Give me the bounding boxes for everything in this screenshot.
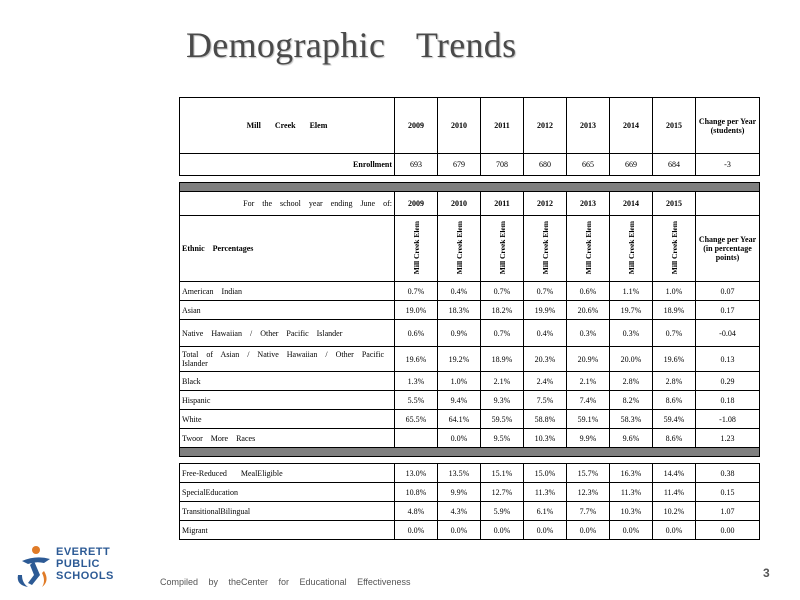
change-header: Change per Year (in percentage points) (696, 216, 760, 282)
school-vertical-header (567, 216, 610, 282)
header-row-ethnic (180, 216, 760, 282)
school-vertical-label: Mill Creek Elem (540, 220, 550, 275)
empty-cell (696, 192, 760, 216)
percent-value: 58.3% (610, 410, 653, 429)
row-label: Free-Reduced MealEligible (180, 464, 395, 483)
percent-value: 15.0% (524, 464, 567, 483)
percent-value: 7.7% (567, 502, 610, 521)
percent-value: 9.9% (567, 429, 610, 448)
percent-value: 0.6% (567, 282, 610, 301)
change-value: -0.04 (696, 320, 760, 347)
percent-value: 8.6% (653, 429, 696, 448)
enrollment-value: 708 (481, 154, 524, 176)
percent-value: 9.9% (438, 483, 481, 502)
percent-value: 0.0% (524, 521, 567, 540)
percent-value: 10.3% (524, 429, 567, 448)
row-label: SpecialEducation (180, 483, 395, 502)
school-vertical-header (438, 216, 481, 282)
header-row-year (180, 192, 760, 216)
header-row-school (180, 98, 760, 154)
row-label: Total of Asian / Native Hawaiian / Other Pacific Islander (180, 347, 395, 372)
percent-value: 19.7% (610, 301, 653, 320)
gray-row (180, 183, 760, 192)
percent-value: 59.1% (567, 410, 610, 429)
percent-value: 4.3% (438, 502, 481, 521)
enrollment-value: 680 (524, 154, 567, 176)
program-row (180, 521, 760, 540)
percent-value: 2.4% (524, 372, 567, 391)
percent-value: 2.8% (653, 372, 696, 391)
percent-value: 58.8% (524, 410, 567, 429)
percent-value: 0.0% (438, 521, 481, 540)
ethnic-row (180, 301, 760, 320)
program-row (180, 483, 760, 502)
percent-value: 9.3% (481, 391, 524, 410)
percent-value: 59.5% (481, 410, 524, 429)
year-header: 2012 (524, 98, 567, 154)
ethnic-row (180, 410, 760, 429)
school-vertical-label: Mill Creek Elem (411, 220, 421, 275)
percent-value: 0.4% (524, 320, 567, 347)
row-label: White (180, 410, 395, 429)
percent-value: 0.0% (481, 521, 524, 540)
percent-value: 18.9% (653, 301, 696, 320)
slide-title: Demographic Trends (186, 25, 517, 65)
percent-value: 10.8% (395, 483, 438, 502)
percent-value (395, 429, 438, 448)
school-vertical-header (524, 216, 567, 282)
gray-row (180, 448, 760, 457)
percent-value: 9.5% (481, 429, 524, 448)
school-vertical-label: Mill Creek Elem (497, 220, 507, 275)
percent-value: 12.7% (481, 483, 524, 502)
change-header: Change per Year (students) (696, 98, 760, 154)
row-label: Black (180, 372, 395, 391)
change-value: 1.23 (696, 429, 760, 448)
percent-value: 2.8% (610, 372, 653, 391)
percent-value: 6.1% (524, 502, 567, 521)
percent-value: 10.3% (610, 502, 653, 521)
change-value: 0.17 (696, 301, 760, 320)
percent-value: 0.3% (567, 320, 610, 347)
enrollment-value: 679 (438, 154, 481, 176)
percent-value: 7.5% (524, 391, 567, 410)
school-vertical-header (481, 216, 524, 282)
percent-value: 19.0% (395, 301, 438, 320)
ethnic-row (180, 320, 760, 347)
percent-value: 0.9% (438, 320, 481, 347)
school-vertical-label: Mill Creek Elem (454, 220, 464, 275)
ethnic-row (180, 347, 760, 372)
percent-value: 0.0% (610, 521, 653, 540)
change-value: 0.18 (696, 391, 760, 410)
percent-value: 1.1% (610, 282, 653, 301)
program-row (180, 464, 760, 483)
row-label: Native Hawaiian / Other Pacific Islander (180, 320, 395, 347)
change-value: 0.00 (696, 521, 760, 540)
percent-value: 65.5% (395, 410, 438, 429)
percent-value: 20.0% (610, 347, 653, 372)
year-header: 2015 (653, 192, 696, 216)
percent-value: 0.7% (481, 320, 524, 347)
gap-row (180, 176, 760, 183)
percent-value: 11.4% (653, 483, 696, 502)
year-header: 2014 (610, 192, 653, 216)
percent-value: 0.0% (653, 521, 696, 540)
change-value: 0.07 (696, 282, 760, 301)
percent-value: 13.0% (395, 464, 438, 483)
ethnic-row (180, 429, 760, 448)
year-header: 2009 (395, 192, 438, 216)
change-value: -1.08 (696, 410, 760, 429)
percent-value: 11.3% (610, 483, 653, 502)
year-header: 2009 (395, 98, 438, 154)
percent-value: 64.1% (438, 410, 481, 429)
percent-value: 5.9% (481, 502, 524, 521)
percent-value: 19.6% (395, 347, 438, 372)
school-year-label: For the school year ending June of: (180, 192, 395, 216)
enrollment-value: 669 (610, 154, 653, 176)
row-label: Migrant (180, 521, 395, 540)
gap-cell (180, 457, 760, 464)
year-header: 2013 (567, 192, 610, 216)
school-name-header: Mill Creek Elem (180, 98, 395, 154)
percent-value: 0.6% (395, 320, 438, 347)
change-value: 0.29 (696, 372, 760, 391)
percent-value: 19.2% (438, 347, 481, 372)
ethnic-row (180, 372, 760, 391)
enrollment-label: Enrollment (180, 154, 395, 176)
percent-value: 12.3% (567, 483, 610, 502)
separator-cell (180, 448, 760, 457)
percent-value: 7.4% (567, 391, 610, 410)
enrollment-value: 693 (395, 154, 438, 176)
percent-value: 0.7% (395, 282, 438, 301)
percent-value: 19.6% (653, 347, 696, 372)
percent-value: 1.0% (438, 372, 481, 391)
percent-value: 11.3% (524, 483, 567, 502)
row-label: Twoor More Races (180, 429, 395, 448)
row-label: Hispanic (180, 391, 395, 410)
ethnic-percentages-label: Ethnic Percentages (180, 216, 395, 282)
year-header: 2010 (438, 98, 481, 154)
change-value: 0.13 (696, 347, 760, 372)
percent-value: 2.1% (567, 372, 610, 391)
year-header: 2010 (438, 192, 481, 216)
school-vertical-label: Mill Creek Elem (669, 220, 679, 275)
percent-value: 8.6% (653, 391, 696, 410)
page-number: 3 (763, 566, 770, 580)
percent-value: 8.2% (610, 391, 653, 410)
change-value: 0.38 (696, 464, 760, 483)
footer-credit: Compiled by theCenter for Educational Effectiveness (160, 577, 411, 587)
row-label: TransitionalBilingual (180, 502, 395, 521)
percent-value: 18.3% (438, 301, 481, 320)
percent-value: 14.4% (653, 464, 696, 483)
enrollment-row (180, 154, 760, 176)
percent-value: 1.0% (653, 282, 696, 301)
percent-value: 4.8% (395, 502, 438, 521)
ethnic-row (180, 391, 760, 410)
school-vertical-label: Mill Creek Elem (583, 220, 593, 275)
percent-value: 0.7% (481, 282, 524, 301)
percent-value: 18.2% (481, 301, 524, 320)
percent-value: 20.3% (524, 347, 567, 372)
year-header: 2014 (610, 98, 653, 154)
percent-value: 15.1% (481, 464, 524, 483)
percent-value: 20.6% (567, 301, 610, 320)
school-vertical-header (610, 216, 653, 282)
gap-cell (180, 176, 760, 183)
separator-cell (180, 183, 760, 192)
row-label: American Indian (180, 282, 395, 301)
percent-value: 9.4% (438, 391, 481, 410)
change-value: 1.07 (696, 502, 760, 521)
percent-value: 0.3% (610, 320, 653, 347)
year-header: 2012 (524, 192, 567, 216)
percent-value: 20.9% (567, 347, 610, 372)
percent-value: 10.2% (653, 502, 696, 521)
change-value: 0.15 (696, 483, 760, 502)
percent-value: 1.3% (395, 372, 438, 391)
row-label: Asian (180, 301, 395, 320)
school-vertical-header (653, 216, 696, 282)
percent-value: 59.4% (653, 410, 696, 429)
percent-value: 0.4% (438, 282, 481, 301)
gap-row (180, 457, 760, 464)
percent-value: 0.0% (438, 429, 481, 448)
percent-value: 18.9% (481, 347, 524, 372)
enrollment-value: 665 (567, 154, 610, 176)
ethnic-row (180, 282, 760, 301)
percent-value: 9.6% (610, 429, 653, 448)
year-header: 2011 (481, 192, 524, 216)
demographic-table (179, 97, 760, 540)
year-header: 2011 (481, 98, 524, 154)
percent-value: 0.7% (524, 282, 567, 301)
percent-value: 13.5% (438, 464, 481, 483)
year-header: 2015 (653, 98, 696, 154)
percent-value: 2.1% (481, 372, 524, 391)
school-vertical-header (395, 216, 438, 282)
percent-value: 5.5% (395, 391, 438, 410)
percent-value: 15.7% (567, 464, 610, 483)
percent-value: 0.0% (567, 521, 610, 540)
enrollment-change: -3 (696, 154, 760, 176)
program-row (180, 502, 760, 521)
percent-value: 19.9% (524, 301, 567, 320)
percent-value: 0.7% (653, 320, 696, 347)
enrollment-value: 684 (653, 154, 696, 176)
percent-value: 16.3% (610, 464, 653, 483)
percent-value: 0.0% (395, 521, 438, 540)
school-vertical-label: Mill Creek Elem (626, 220, 636, 275)
logo-wordmark: EVERETT PUBLIC SCHOOLS (56, 546, 114, 582)
year-header: 2013 (567, 98, 610, 154)
